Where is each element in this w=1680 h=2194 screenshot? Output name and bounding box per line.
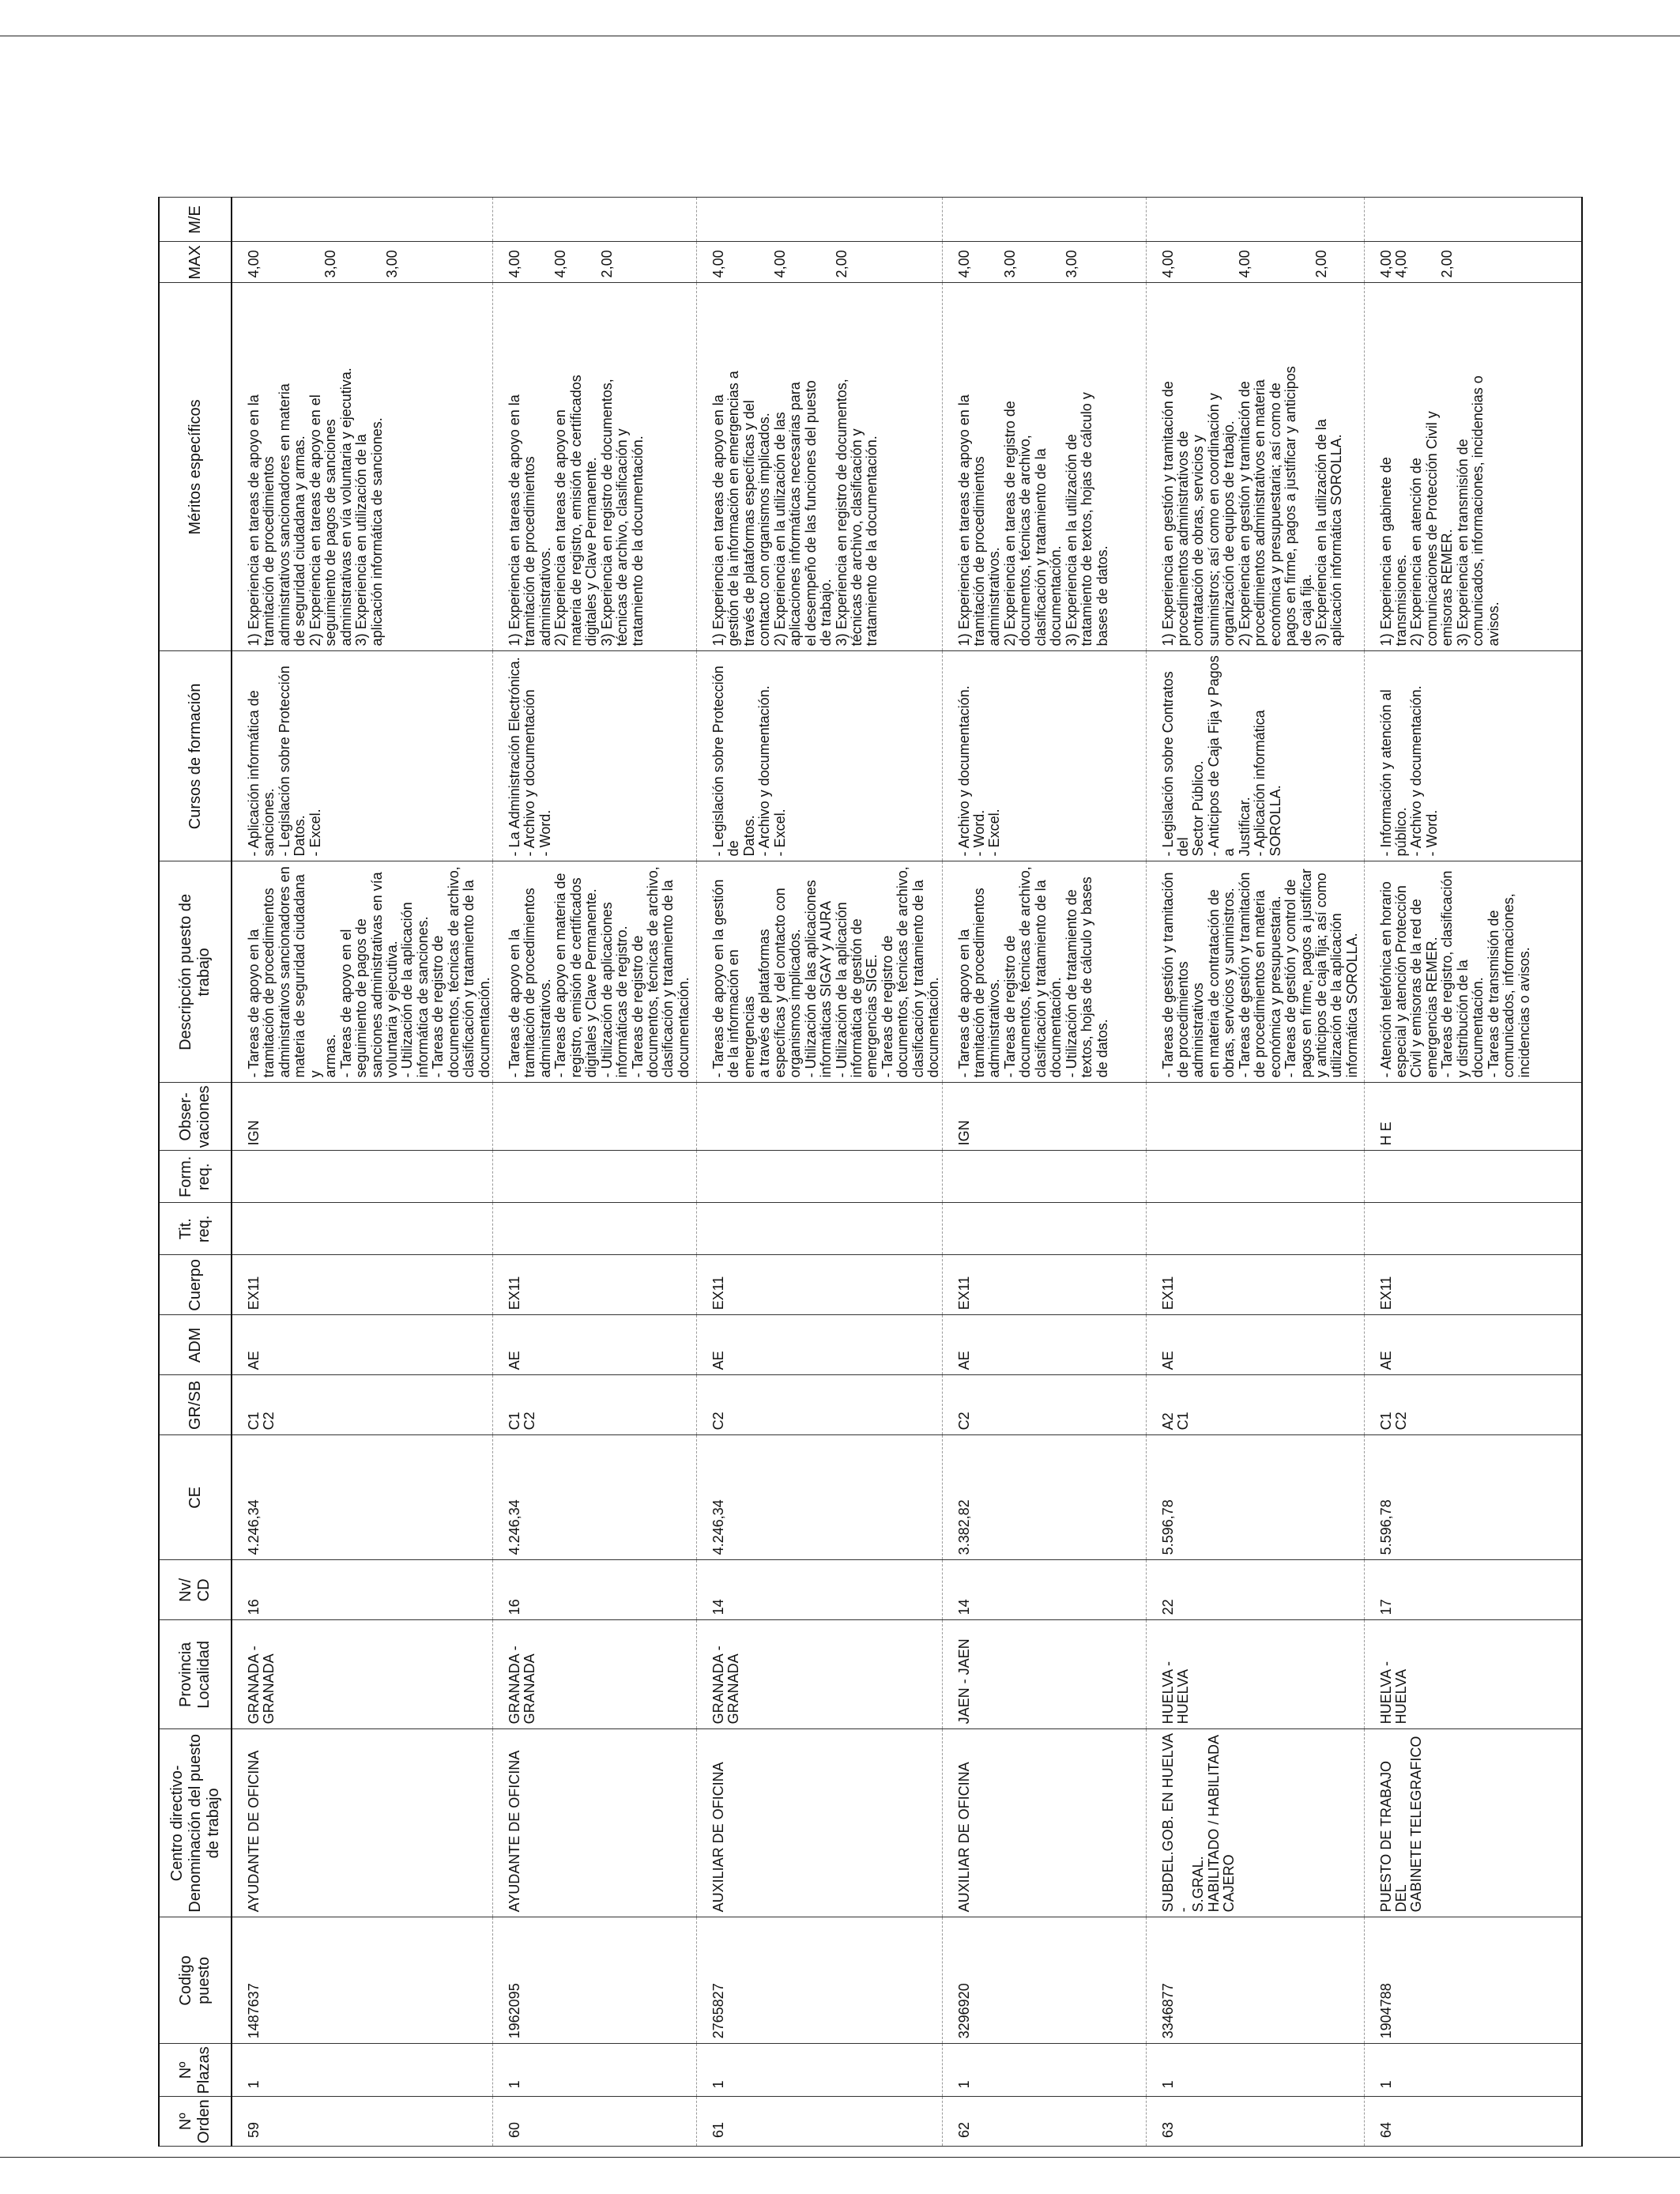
cell-codigo: 2765827 [697,1917,943,2044]
cell-formacion [232,1151,493,1203]
cell-cursos: - Aplicación informática de sanciones. - Legislación sobre Protección Datos. - Excel. [232,651,493,861]
cell-plazas: 1 [232,2044,493,2097]
cell-me [493,198,697,242]
cell-descripcion: - Tareas de apoyo en la tramitación de procedimientos administrativos. - Tareas de registro de documentos, técnicas de archivo, clasificación y tratamiento de la documentación. - Utilización de tratamiento de textos, hojas de cálculo y bases de datos. [942,861,1146,1083]
header-orden: Nº Orden [159,2097,232,2147]
cell-plazas: 1 [942,2044,1146,2097]
max-score: 4,00 [507,250,522,278]
max-score: 3,00 [1063,250,1079,278]
cell-formacion [697,1151,943,1203]
cell-observaciones [1146,1083,1364,1151]
max-score [339,245,354,277]
max-score: 2,00 [598,250,615,278]
table-row [232,198,493,2147]
cell-formacion [942,1151,1146,1203]
max-score [1252,245,1268,277]
header-me: M/E [159,198,232,242]
max-score [1299,245,1314,277]
cell-provincia: GRANADA - GRANADA [232,1620,493,1729]
cell-ce: 5.596,78 [1146,1435,1364,1560]
cell-me [942,198,1146,242]
cell-descripcion: - Tareas de apoyo en la gestión de la información en emergencias a través de plataformas específicas y del contacto con organismos implicados. - Utilización de las aplicaciones informáticas SIGAY y AURA - Utilización de la aplicación informática de gestión de emergencias SIGE. - Tareas de registro de documentos, técnicas de archivo, clasificación y tratamiento de la documentación. [697,861,943,1083]
header-plazas: Nº Plazas [159,2044,232,2097]
header-cuerpo: Cuerpo [159,1255,232,1315]
cell-codigo: 1487637 [232,1917,493,2044]
cell-cuerpo: EX11 [493,1255,697,1315]
cell-adm: AE [232,1315,493,1375]
cell-ce: 4.246,34 [697,1435,943,1560]
cell-provincia: HUELVA - HUELVA [1146,1620,1364,1729]
header-max: MAX [159,242,232,283]
cell-cursos: - Información y atención al público. - Archivo y documentación. - Word. [1364,651,1582,861]
cell-observaciones [697,1083,943,1151]
header-cursos: Cursos de formación [159,651,232,861]
max-score [788,245,803,277]
max-score: 3,00 [383,250,400,278]
max-score: 4,00 [1159,250,1176,278]
max-score [1425,245,1440,277]
cell-descripcion: - Tareas de apoyo en la tramitación de procedimientos administrativos. - Tareas de apoyo en materia de registro, emisión de certificados digitales y Clave Permanente. - Utilización de aplicaciones informáticas de registro. - Tareas de registro de documentos, técnicas de archivo, clasificación y tratamiento de la documentación. [493,861,697,1083]
cell-meritos: 1) Experiencia en gestión y tramitación de procedimientos administrativos de contratación de obras, servicios y suministros; así como en coordinación y organización de equipos de trabajo. 2) Experiencia en gestión y tramitación de procedimientos administrativos en materia económica y presupuestaria; así como de pagos en firme, pagos a justificar y anticipos de caja fija. 3) Experiencia en la utilización de la aplicación informática SOROLLA. [1146,283,1364,651]
cell-orden: 61 [697,2097,943,2147]
max-score: 4,00 [552,250,569,278]
table-row [1146,198,1364,2147]
cell-plazas: 1 [697,2044,943,2097]
cell-nivel: 14 [942,1560,1146,1620]
cell-nivel: 22 [1146,1560,1364,1620]
max-score: 3,00 [1001,250,1018,278]
cell-titulacion [1364,1203,1582,1255]
max-score [584,245,599,277]
max-score: 2,00 [1439,250,1456,278]
max-score [1409,245,1424,277]
cell-observaciones [493,1083,697,1151]
cell-centro: AUXILIAR DE OFICINA [697,1729,943,1917]
cell-adm: AE [942,1315,1146,1375]
cell-me [232,198,493,242]
max-score [804,245,819,277]
cell-orden: 60 [493,2097,697,2147]
cell-meritos: 1) Experiencia en tareas de apoyo en la tramitación de procedimientos administrativos. 2) Experiencia en tareas de apoyo en materia de registro, emisión de certificados digitales y Clave Permanente. 3) Experiencia en registro de documentos, técnicas de archivo, clasificación y tratamiento de la documentación. [493,283,697,651]
cell-centro: SUBDEL.GOB. EN HUELVA - S.GRAL. HABILITADO / HABILITADA CAJERO [1146,1729,1364,1917]
cell-grupo: C2 [942,1375,1146,1435]
cell-titulacion [1146,1203,1364,1255]
table-row [697,198,943,2147]
table-row [942,198,1146,2147]
header-centro: Centro directivo- Denominación del puesto de trabajo [159,1729,232,1917]
header-formacion: Form. req. [159,1151,232,1203]
max-score [1034,245,1049,277]
cell-descripcion: - Tareas de apoyo en la tramitación de procedimientos administrativos sancionadores en materia de seguridad ciudadana y armas. - Tareas de apoyo en el seguimiento de pagos de sanciones administrativas en vía voluntaria y ejecutiva. - Utilización de la aplicación informática de sanciones. - Tareas de registro de documentos, técnicas de archivo, clasificación y tratamiento de la documentación. [232,861,493,1083]
header-codigo: Codigo puesto [159,1917,232,2044]
cell-cursos: - La Administración Electrónica. - Archivo y documentación - Word. [493,651,697,861]
cell-observaciones: IGN [232,1083,493,1151]
cell-grupo: C1 C2 [232,1375,493,1435]
cell-descripcion: - Tareas de gestión y tramitación de procedimientos administrativos en materia de contratación de obras, servicios y suministros. - Tareas de gestión y tramitación de procedimientos en materia económica y presupuestaria. - Tareas de gestión y control de pagos en firme, pagos a justificar y anticipos de caja fija; así como utilización de la aplicación informática SOROLLA. [1146,861,1364,1083]
cell-centro: PUESTO DE TRABAJO DEL GABINETE TELEGRAFICO [1364,1729,1582,1917]
cell-codigo: 3296920 [942,1917,1146,2044]
cell-orden: 62 [942,2097,1146,2147]
cell-titulacion [493,1203,697,1255]
page-left-rule [0,2157,1680,2158]
cell-max [493,242,697,283]
cell-orden: 59 [232,2097,493,2147]
max-score [1176,245,1191,277]
cell-cuerpo: EX11 [697,1255,943,1315]
cell-adm: AE [1146,1315,1364,1375]
cell-formacion [493,1151,697,1203]
cell-max [232,242,493,283]
table-row [1364,198,1582,2147]
max-score: 4,00 [710,250,726,278]
max-score [354,245,369,277]
header-row [159,198,232,2147]
max-score [262,245,277,277]
max-score: 4,00 [771,250,788,278]
max-score [1049,245,1064,277]
max-score: 4,00 [1393,250,1409,278]
cell-plazas: 1 [493,2044,697,2097]
max-score [1207,245,1222,277]
header-meritos: Méritos específicos [159,283,232,651]
header-observaciones: Obser- vaciones [159,1083,232,1151]
cell-formacion [1146,1151,1364,1203]
cell-meritos: 1) Experiencia en gabinete de transmisiones. 2) Experiencia en atención de comunicaciones de Protección Civil y emisoras REMER. 3) Experiencia en transmisión de comunicados, informaciones, incidencias o avisos. [1364,283,1582,651]
cell-max [1146,242,1364,283]
max-score [370,245,385,277]
max-score [742,245,757,277]
cell-provincia: HUELVA - HUELVA [1364,1620,1582,1729]
max-score [1191,245,1206,277]
max-score [987,245,1002,277]
cell-plazas: 1 [1364,2044,1582,2097]
max-score [726,245,741,277]
cell-meritos: 1) Experiencia en tareas de apoyo en la tramitación de procedimientos administrativos sancionadores en materia de seguridad ciudadana y armas. 2) Experiencia en tareas de apoyo en el seguimiento de pagos de sanciones administrativas en vía voluntaria y ejecutiva. 3) Experiencia en utilización de la aplicación informática de sanciones. [232,283,493,651]
cell-cursos: - Legislación sobre Contratos del Sector Público. - Anticipos de Caja Fija y Pagos a Justificar. - Aplicación informática SOROLLA. [1146,651,1364,861]
cell-cuerpo: EX11 [1364,1255,1582,1315]
positions-table [158,197,1583,2147]
max-score [308,245,323,277]
max-score: 4,00 [1377,250,1394,278]
max-score: 2,00 [833,250,849,278]
cell-centro: AUXILIAR DE OFICINA [942,1729,1146,1917]
header-ce: CE [159,1435,232,1560]
cell-plazas: 1 [1146,2044,1364,2097]
cell-titulacion [942,1203,1146,1255]
cell-formacion [1364,1151,1582,1203]
max-score [277,245,292,277]
cell-ce: 4.246,34 [493,1435,697,1560]
cell-nivel: 14 [697,1560,943,1620]
cell-titulacion [232,1203,493,1255]
header-grupo: GR/SB [159,1375,232,1435]
cell-nivel: 16 [493,1560,697,1620]
max-score: 2,00 [1313,250,1329,278]
cell-cursos: - Legislación sobre Protección de Datos. - Archivo y documentación. - Excel. [697,651,943,861]
cell-meritos: 1) Experiencia en tareas de apoyo en la gestión de la información en emergencias a través de plataformas específicas y del contacto con organismos implicados. 2) Experiencia en la utilización de las aplicaciones informáticas necesarias para el desempeño de las funciones del puesto de trabajo. 3) Experiencia en registro de documentos, técnicas de archivo, clasificación y tratamiento de la documentación. [697,283,943,651]
cell-cuerpo: EX11 [942,1255,1146,1315]
cell-me [1364,198,1582,242]
cell-adm: AE [697,1315,943,1375]
cell-observaciones: H E [1364,1083,1582,1151]
table-row [493,198,697,2147]
cell-max [1364,242,1582,283]
cell-cuerpo: EX11 [1146,1255,1364,1315]
max-score [972,245,987,277]
max-score: 4,00 [955,250,972,278]
header-descripcion: Descripción puesto de trabajo [159,861,232,1083]
max-score [757,245,772,277]
cell-titulacion [697,1203,943,1255]
max-score [1018,245,1033,277]
max-score [1283,245,1298,277]
cell-ce: 5.596,78 [1364,1435,1582,1560]
header-adm: ADM [159,1315,232,1375]
header-nivel: Nv/ CD [159,1560,232,1620]
cell-me [1146,198,1364,242]
cell-cuerpo: EX11 [232,1255,493,1315]
cell-provincia: GRANADA - GRANADA [493,1620,697,1729]
max-score [538,245,553,277]
cell-codigo: 1962095 [493,1917,697,2044]
cell-max [697,242,943,283]
cell-centro: AYUDANTE DE OFICINA [232,1729,493,1917]
cell-centro: AYUDANTE DE OFICINA [493,1729,697,1917]
cell-adm: AE [1364,1315,1582,1375]
max-score [569,245,584,277]
cell-orden: 64 [1364,2097,1582,2147]
header-provincia: Provincia Localidad [159,1620,232,1729]
max-score [292,245,307,277]
cell-codigo: 1904788 [1364,1917,1582,2044]
cell-observaciones: IGN [942,1083,1146,1151]
cell-cursos: - Archivo y documentación. - Word. - Excel. [942,651,1146,861]
header-titulacion: Tit. req. [159,1203,232,1255]
max-score [522,245,537,277]
table-body [232,198,1582,2147]
cell-codigo: 3346877 [1146,1917,1364,2044]
cell-ce: 4.246,34 [232,1435,493,1560]
cell-me [697,198,943,242]
cell-max [942,242,1146,283]
cell-descripcion: - Atención telefónica en horario especial y atención Protección Civil y emisoras de la red de emergencias REMER. - Tareas de registro, clasificación y distribución de la documentación. - Tareas de transmisión de comunicados, informaciones, incidencias o avisos. [1364,861,1582,1083]
cell-adm: AE [493,1315,697,1375]
max-score: 4,00 [246,250,262,278]
cell-grupo: C1 C2 [493,1375,697,1435]
max-score [819,245,834,277]
cell-grupo: C1 C2 [1364,1375,1582,1435]
cell-nivel: 17 [1364,1560,1582,1620]
max-score: 4,00 [1236,250,1252,278]
cell-orden: 63 [1146,2097,1364,2147]
max-score [1222,245,1237,277]
cell-provincia: GRANADA - GRANADA [697,1620,943,1729]
cell-grupo: A2 C1 [1146,1375,1364,1435]
max-score: 3,00 [322,250,339,278]
cell-meritos: 1) Experiencia en tareas de apoyo en la tramitación de procedimientos administrativos. 2) Experiencia en tareas de registro de documentos, técnicas de archivo, clasificación y tratamiento de la documentación. 3) Experiencia en la utilización de tratamiento de textos, hojas de cálculo y bases de datos. [942,283,1146,651]
cell-provincia: JAEN - JAEN [942,1620,1146,1729]
cell-nivel: 16 [232,1560,493,1620]
cell-ce: 3.382,82 [942,1435,1146,1560]
max-score [1268,245,1283,277]
cell-grupo: C2 [697,1375,943,1435]
